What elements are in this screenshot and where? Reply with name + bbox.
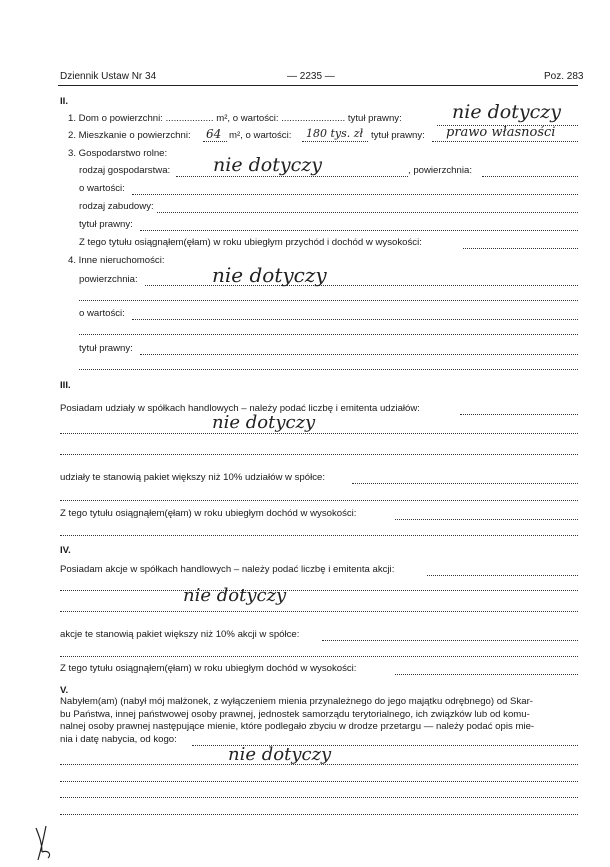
flat-label-start: 2. Mieszkanie o powierzchni: — [68, 130, 191, 141]
farm-heading: 3. Gospodarstwo rolne: — [68, 148, 168, 159]
farm-title-line — [140, 230, 578, 231]
section-iv-heading: IV. — [60, 545, 71, 556]
farm-area-line — [482, 176, 578, 177]
shares-label: Posiadam udziały w spółkach handlowych – należy podać liczbę i emitenta udziałów: — [60, 403, 420, 414]
flat-area-handwriting: 64 — [206, 127, 222, 141]
farm-building-line — [157, 212, 578, 213]
other-area-line — [145, 285, 578, 286]
other-value-line — [132, 319, 578, 320]
page-number: — 2235 — — [287, 71, 335, 82]
house-label: 1. Dom o powierzchni: .................. m², o wartości: ........................ tytuł prawny: — [68, 113, 402, 124]
acquisition-paragraph — [60, 696, 580, 746]
shares-packet-line — [352, 483, 578, 484]
acquisition-line-5-fill — [60, 814, 578, 815]
other-title-label: tytuł prawny: — [79, 343, 133, 354]
acquisition-line-3: nalnej osoby prawnej następujące mienie, które podlegało zbyciu w drodze przetargu — należy podać opis mie- — [60, 721, 535, 732]
other-area-label: powierzchnia: — [79, 274, 138, 285]
stocks-packet-label: akcje te stanowią pakiet większy niż 10% akcji w spółce: — [60, 629, 300, 640]
header-rule — [58, 85, 578, 86]
farm-area-label: , powierzchnia: — [408, 165, 472, 176]
acquisition-handwriting: nie dotyczy — [228, 744, 332, 765]
other-handwriting: nie dotyczy — [212, 263, 327, 287]
section-iii-heading: III. — [60, 380, 71, 391]
flat-area-line — [203, 141, 227, 142]
acquisition-line-3-fill — [60, 781, 578, 782]
other-area-line-2 — [79, 300, 578, 301]
acquisition-line-4: nia i datę nabycia, od kogo: — [60, 733, 177, 745]
section-ii-heading: II. — [60, 96, 68, 107]
shares-income-line-2 — [60, 535, 578, 536]
shares-line-2 — [60, 433, 578, 434]
shares-line — [460, 414, 578, 415]
stocks-line — [427, 575, 578, 576]
shares-income-label: Z tego tytułu osiągnąłem(ęłam) w roku ubiegłym dochód w wysokości: — [60, 508, 357, 519]
stocks-packet-line — [322, 640, 578, 641]
acquisition-line-1: Nabyłem(am) (nabył mój małżonek, z wyłączeniem mienia przynależnego do jego majątku odrębnego) od Skar- — [60, 696, 533, 707]
acquisition-line-2: bu Państwa, innej państwowej osoby prawnej, jednostek samorządu terytorialnego, ich związków lub od komu- — [60, 708, 530, 720]
farm-income-label: Z tego tytułu osiągnąłem(ęłam) w roku ubiegłym przychód i dochód w wysokości: — [79, 237, 422, 248]
stocks-line-3 — [60, 611, 578, 612]
acquisition-line-2-fill — [60, 764, 578, 765]
stocks-packet-line-2 — [60, 656, 578, 657]
other-value-label: o wartości: — [79, 308, 125, 319]
farm-value-label: o wartości: — [79, 183, 125, 194]
shares-line-3 — [60, 454, 578, 455]
stocks-income-label: Z tego tytułu osiągnąłem(ęłam) w roku ubiegłym dochód w wysokości: — [60, 663, 357, 674]
journal-title: Dziennik Ustaw Nr 34 — [60, 71, 157, 82]
other-title-line-2 — [79, 369, 578, 370]
shares-income-line — [395, 519, 578, 520]
stocks-income-line — [395, 674, 578, 675]
farm-handwriting: nie dotyczy — [213, 154, 322, 176]
position-number: Poz. 283 — [544, 71, 584, 82]
shares-handwriting: nie dotyczy — [212, 412, 316, 433]
stocks-label: Posiadam akcje w spółkach handlowych – należy podać liczbę i emitenta akcji: — [60, 564, 395, 575]
farm-type-label: rodzaj gospodarstwa: — [79, 165, 171, 176]
acquisition-line-4-fill — [60, 797, 578, 798]
flat-title-handwriting: prawo własności — [446, 125, 556, 140]
farm-value-line — [132, 194, 578, 195]
shares-packet-label: udziały te stanowią pakiet większy niż 10% udziałów w spółce: — [60, 472, 326, 483]
flat-label-end: tytuł prawny: — [371, 130, 425, 141]
shares-packet-line-2 — [60, 500, 578, 501]
farm-income-line — [463, 248, 578, 249]
farm-building-label: rodzaj zabudowy: — [79, 201, 154, 212]
handwritten-initials — [28, 822, 68, 864]
stocks-handwriting: nie dotyczy — [183, 585, 287, 606]
farm-title-label: tytuł prawny: — [79, 219, 133, 230]
flat-title-line — [432, 141, 578, 142]
other-value-line-2 — [79, 334, 578, 335]
other-property-heading: 4. Inne nieruchomości: — [68, 255, 165, 266]
stocks-line-2 — [60, 590, 578, 591]
house-handwriting: nie dotyczy — [452, 101, 561, 123]
farm-type-line — [176, 176, 408, 177]
flat-value-handwriting: 180 tys. zł — [306, 127, 364, 140]
other-title-line — [140, 354, 578, 355]
flat-value-line — [302, 141, 368, 142]
flat-label-mid: m², o wartości: — [229, 130, 292, 141]
section-v-heading: V. — [60, 685, 69, 696]
